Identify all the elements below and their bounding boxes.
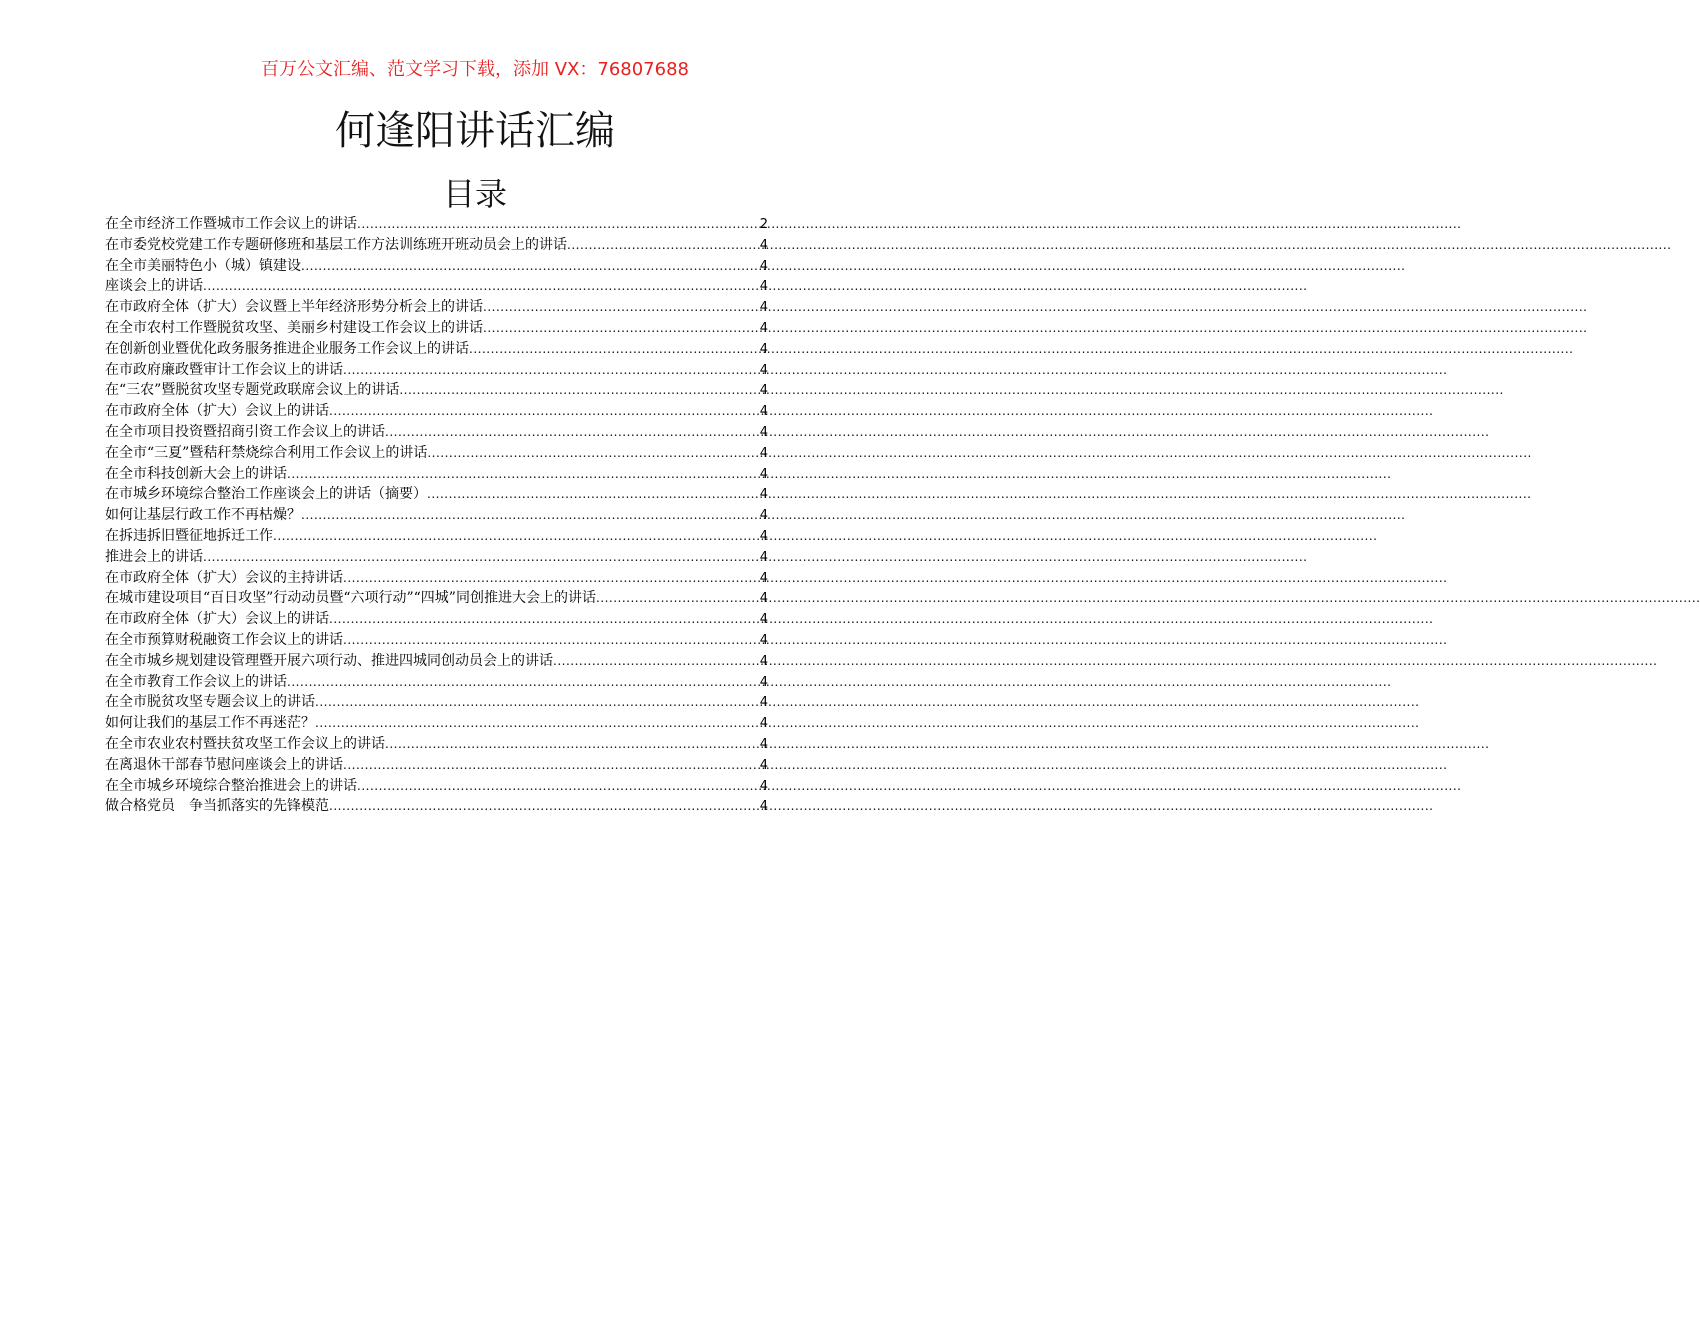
toc-entry[interactable] [105, 422, 768, 443]
toc-entry[interactable] [105, 776, 768, 797]
toc-entry[interactable] [105, 734, 768, 755]
toc-entry-title: 如何让我们的基层工作不再迷茫？ [105, 715, 315, 732]
toc-entry-page-number: 4 [759, 549, 768, 565]
toc-entry[interactable] [105, 796, 768, 817]
toc-entry-title: 在市政府全体（扩大）会议上的讲话 [105, 403, 329, 420]
toc-entry-title: 在市政府全体（扩大）会议上的讲话 [105, 611, 329, 628]
toc-entry[interactable] [105, 443, 768, 464]
toc-heading: 目录 [442, 175, 507, 213]
toc-entry-page-number: 4 [759, 508, 768, 524]
toc-entry-page-number: 4 [759, 591, 768, 607]
toc-dot-leader [273, 526, 759, 547]
toc-entry-title: 在全市农业农村暨扶贫攻坚工作会议上的讲话 [105, 735, 385, 752]
toc-entry-title: 在全市脱贫攻坚专题会议上的讲话 [105, 694, 315, 711]
toc-dot-leader [596, 588, 759, 609]
toc-entry[interactable] [105, 568, 768, 589]
toc-entry[interactable] [105, 276, 768, 297]
toc-dot-leader [343, 630, 759, 651]
toc-entry-page-number: 4 [759, 341, 768, 357]
toc-dot-leader [203, 547, 759, 568]
toc-entry[interactable] [105, 256, 768, 277]
toc-entry-title: 在全市城乡环境综合整治推进会上的讲话 [105, 777, 357, 794]
toc-entry-page-number: 4 [759, 300, 768, 316]
toc-entry-page-number: 4 [759, 695, 768, 711]
toc-entry-page-number: 4 [759, 528, 768, 544]
toc-entry-title: 在全市经济工作暨城市工作会议上的讲话 [105, 216, 357, 232]
toc-entry-title: 做合格党员 争当抓落实的先锋模范 [105, 798, 329, 815]
toc-entry[interactable] [105, 297, 768, 318]
toc-entry[interactable] [105, 755, 768, 776]
toc-dot-leader [343, 568, 759, 589]
toc-entry-page-number: 4 [759, 320, 768, 336]
toc-entry-title: 在全市美丽特色小（城）镇建设 [105, 257, 301, 274]
toc-entry-page-number: 4 [759, 674, 768, 690]
toc-dot-leader [357, 776, 759, 797]
toc-entry-title: 座谈会上的讲话 [105, 278, 203, 295]
toc-entry[interactable] [105, 609, 768, 630]
toc-entry-title: 在全市农村工作暨脱贫攻坚、美丽乡村建设工作会议上的讲话 [105, 319, 483, 336]
toc-dot-leader [329, 796, 759, 817]
toc-dot-leader [329, 609, 759, 630]
toc-entry[interactable] [105, 401, 768, 422]
toc-dot-leader [343, 755, 759, 776]
toc-entry-page-number: 4 [759, 237, 768, 253]
document-title: 何逢阳讲话汇编 [335, 108, 615, 154]
toc-entry-title: 在全市教育工作会议上的讲话 [105, 673, 287, 690]
toc-entry-page-number: 4 [759, 757, 768, 773]
toc-entry-title: 在创新创业暨优化政务服务推进企业服务工作会议上的讲话 [105, 340, 469, 357]
toc-entry-title: 在离退休干部春节慰问座谈会上的讲话 [105, 756, 343, 773]
toc-entry-title: 如何让基层行政工作不再枯燥？ [105, 507, 301, 524]
toc-dot-leader [427, 484, 759, 505]
toc-entry-page-number: 4 [759, 362, 768, 378]
toc-entry-title: 在市委党校党建工作专题研修班和基层工作方法训练班开班动员会上的讲话 [105, 236, 567, 253]
toc-entry-title: 在市政府全体（扩大）会议暨上半年经济形势分析会上的讲话 [105, 299, 483, 316]
toc-entry-title: 在全市预算财税融资工作会议上的讲话 [105, 631, 343, 648]
toc-entry-title: 在全市“三夏”暨秸秆禁烧综合利用工作会议上的讲话 [105, 444, 428, 461]
toc-entry-page-number: 4 [759, 570, 768, 586]
toc-entry[interactable] [105, 692, 768, 713]
toc-dot-leader [315, 692, 759, 713]
toc-entry[interactable] [105, 464, 768, 485]
toc-entry[interactable] [105, 484, 768, 505]
toc-entry-title: 在全市科技创新大会上的讲话 [105, 465, 287, 482]
toc-entry-page-number: 4 [759, 612, 768, 628]
toc-dot-leader [287, 672, 759, 693]
toc-entry-page-number: 4 [759, 279, 768, 295]
toc-entry-title: 在市政府廉政暨审计工作会议上的讲话 [105, 361, 343, 378]
toc-entry-title: 在市政府全体（扩大）会议的主持讲话 [105, 569, 343, 586]
toc-entry[interactable] [105, 380, 768, 401]
toc-entry-page-number: 4 [759, 383, 768, 399]
toc-dot-leader [287, 464, 759, 485]
toc-entry-page-number: 4 [759, 466, 768, 482]
toc-dot-leader [553, 651, 759, 672]
toc-entry[interactable] [105, 713, 768, 734]
toc-dot-leader [343, 360, 759, 381]
toc-dot-leader [329, 401, 759, 422]
toc-entry-page-number: 4 [759, 736, 768, 752]
toc-entry-title: 在全市城乡规划建设管理暨开展六项行动、推进四城同创动员会上的讲话 [105, 652, 553, 669]
toc-entry[interactable] [105, 526, 768, 547]
toc-entry[interactable] [105, 672, 768, 693]
toc-entry-page-number: 4 [759, 404, 768, 420]
toc-entry[interactable] [105, 588, 768, 609]
toc-entry[interactable] [105, 547, 768, 568]
toc-dot-leader [357, 214, 759, 235]
toc-dot-leader [385, 734, 759, 755]
toc-dot-leader [315, 713, 759, 734]
toc-dot-leader [483, 318, 759, 339]
toc-entry[interactable] [105, 630, 768, 651]
toc-entry[interactable] [105, 339, 768, 360]
toc-entry[interactable] [105, 318, 768, 339]
toc-entry-page-number: 4 [759, 424, 768, 440]
toc-entry[interactable] [105, 360, 768, 381]
toc-entry-page-number: 4 [759, 653, 768, 669]
toc-entry[interactable] [105, 651, 768, 672]
toc-entry[interactable] [105, 235, 768, 256]
ad-banner: 百万公文汇编、范文学习下载，添加 VX：76807688 [261, 59, 689, 80]
toc-dot-leader [483, 297, 759, 318]
toc-dot-leader [385, 422, 759, 443]
toc-dot-leader [567, 235, 759, 256]
toc-entry-page-number: 4 [759, 632, 768, 648]
toc-dot-leader [301, 256, 759, 277]
toc-dot-leader [399, 380, 758, 401]
toc-entry[interactable] [105, 505, 768, 526]
toc-entry-title: 在城市建设项目“百日攻坚”行动动员暨“六项行动”“四城”同创推进大会上的讲话 [105, 590, 596, 607]
toc-entry-title: 在拆违拆旧暨征地拆迁工作 [105, 527, 273, 544]
toc-entry-page-number: 4 [759, 799, 768, 815]
toc-entry-title: 推进会上的讲话 [105, 548, 203, 565]
toc-entry[interactable] [105, 214, 768, 235]
toc-entry-title: 在市城乡环境综合整治工作座谈会上的讲话（摘要） [105, 486, 427, 503]
toc-entry-page-number: 4 [759, 258, 768, 274]
toc-entry-title: 在全市项目投资暨招商引资工作会议上的讲话 [105, 423, 385, 440]
toc-dot-leader [301, 505, 759, 526]
toc-entry-page-number: 4 [759, 487, 768, 503]
toc-dot-leader [469, 339, 759, 360]
toc-entry-page-number: 4 [759, 778, 768, 794]
toc-entry-page-number: 4 [759, 445, 768, 461]
table-of-contents [105, 214, 768, 817]
toc-dot-leader [203, 276, 759, 297]
toc-entry-title: 在“三农”暨脱贫攻坚专题党政联席会议上的讲话 [105, 382, 400, 399]
toc-dot-leader [427, 443, 758, 464]
toc-entry-page-number: 4 [759, 716, 768, 732]
toc-entry-page-number: 2 [759, 217, 768, 232]
